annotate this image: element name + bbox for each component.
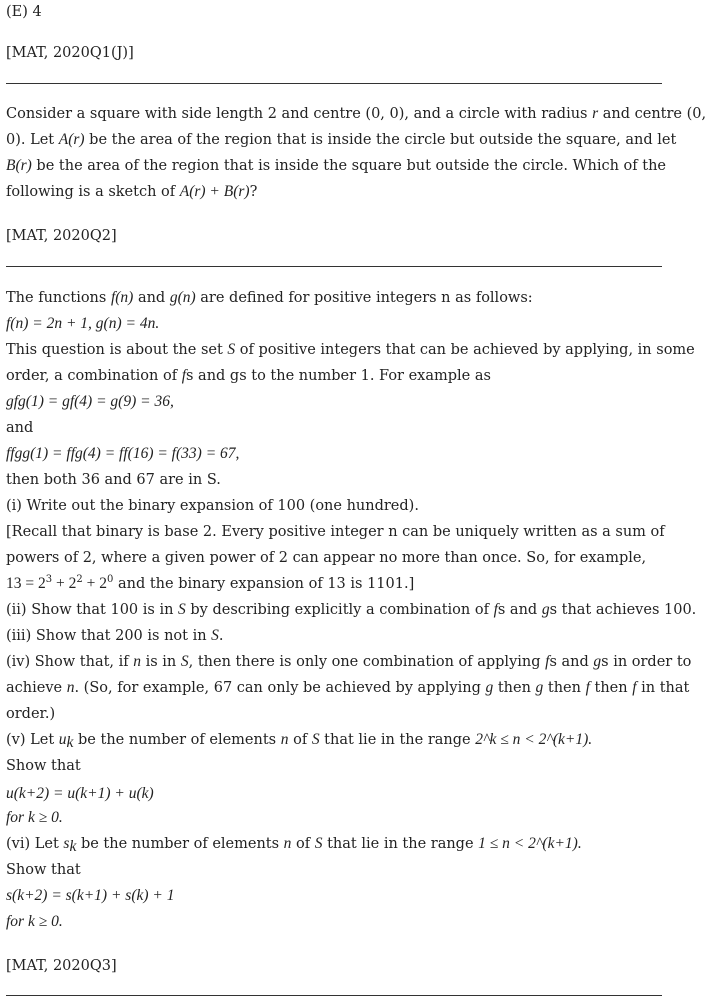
source-q3: [MAT, 2020Q3] [6, 958, 117, 974]
q3-part-i: (i) Write out the binary expansion of 100 (one hundred). [6, 498, 419, 514]
q3-show-that-2: Show that [6, 862, 81, 878]
previous-answer: (E) 4 [6, 4, 42, 20]
source-q2: [MAT, 2020Q2] [6, 228, 117, 244]
q3-recurrence-u: u(k+2) = u(k+1) + u(k) [6, 785, 154, 802]
divider-2 [6, 266, 662, 267]
q2-line-2: 0). Let A(r) be the area of the region that is inside the circle but outside the square, and let [6, 131, 677, 148]
q3-for-2: for k ≥ 0. [6, 913, 63, 930]
q3-for-1: for k ≥ 0. [6, 809, 63, 826]
q3-then: then both 36 and 67 are in S. [6, 472, 221, 488]
q3-recall-2: powers of 2, where a given power of 2 can appear no more than once. So, for example, [6, 550, 647, 566]
source-q1: [MAT, 2020Q1(J)] [6, 45, 134, 61]
q2-line-4: following is a sketch of A(r) + B(r)? [6, 183, 258, 200]
q3-recall-3: $13 = 2^3 + 2^2 + 2^0$ and the binary expansion of 13 is 1101.] [6, 574, 415, 592]
q3-set-line-1: This question is about the set S of positive integers that can be achieved by applying, in some [6, 341, 695, 358]
q3-part-ii: (ii) Show that 100 is in S by describing explicitly a combination of fs and gs that achieves 100. [6, 601, 697, 618]
q3-range-v: 2^k ≤ n < 2^(k+1). [475, 731, 593, 748]
q3-example-1: gfg(1) = gf(4) = g(9) = 36, [6, 393, 174, 410]
divider-1 [6, 83, 662, 84]
q3-part-iv-3: order.) [6, 706, 56, 722]
q3-part-v: (v) Let $u_k$ be the number of elements n of S that lie in the range 2^k ≤ n < 2^(k+1). [6, 731, 593, 751]
q3-show-that-1: Show that [6, 758, 81, 774]
q2-expression: A(r) + B(r) [179, 183, 250, 200]
q3-example-2: ffgg(1) = ffg(4) = ff(16) = f(33) = 67, [6, 445, 240, 462]
q3-recurrence-s: s(k+2) = s(k+1) + s(k) + 1 [6, 887, 175, 904]
q3-definition: f(n) = 2n + 1, g(n) = 4n. [6, 315, 160, 332]
q2-line-3: B(r) be the area of the region that is inside the square but outside the circle. Which of the [6, 157, 666, 174]
q2-line-1: Consider a square with side length 2 and centre (0, 0), and a circle with radius r and centre (0, [6, 105, 706, 122]
q3-set-line-2: order, a combination of fs and gs to the number 1. For example as [6, 367, 491, 384]
q3-recall-1: [Recall that binary is base 2. Every positive integer n can be uniquely written as a sum of [6, 524, 665, 540]
q3-part-iv-1: (iv) Show that, if n is in S, then there is only one combination of applying fs and gs in order to [6, 653, 692, 670]
q3-part-iii: (iii) Show that 200 is not in S. [6, 627, 224, 644]
q3-and: and [6, 420, 34, 436]
q3-part-iv-2: achieve n. (So, for example, 67 can only be achieved by applying g then g then f then f in that [6, 679, 690, 696]
q3-part-vi: (vi) Let $s_k$ be the number of elements n of S that lie in the range 1 ≤ n < 2^(k+1). [6, 835, 582, 855]
divider-3 [6, 995, 662, 996]
q3-intro: The functions f(n) and g(n) are defined for positive integers n as follows: [6, 289, 533, 306]
q3-range-vi: 1 ≤ n < 2^(k+1). [478, 835, 582, 852]
